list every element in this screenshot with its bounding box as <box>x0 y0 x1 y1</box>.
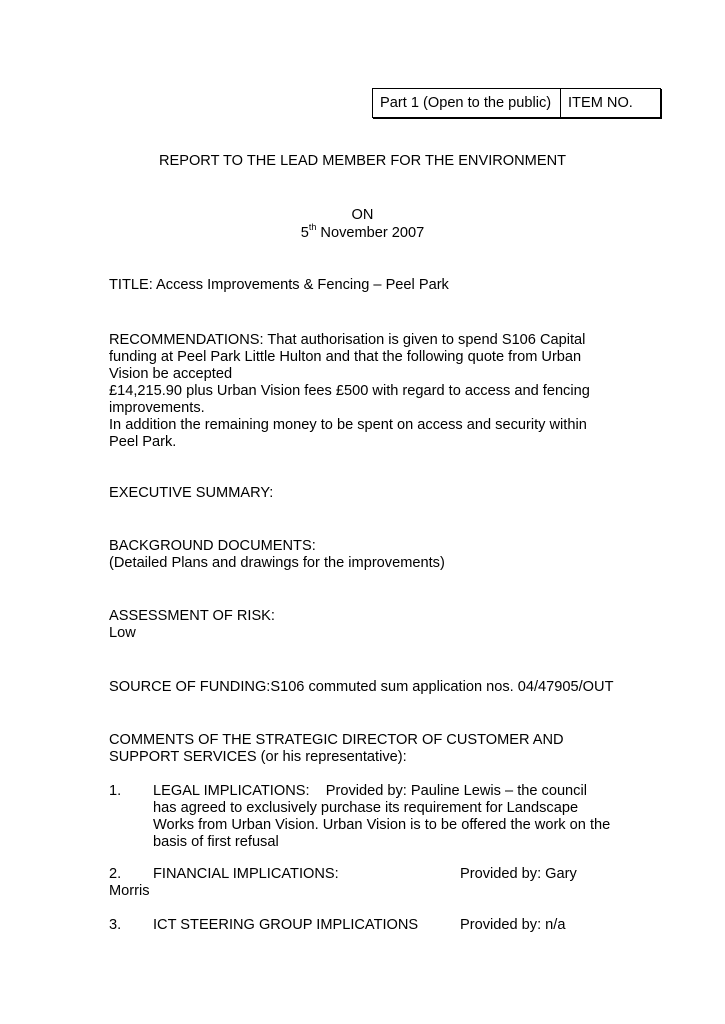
item-line: LEGAL IMPLICATIONS: Provided by: Pauline Lewis – the council <box>153 783 587 799</box>
date-suffix: th <box>308 222 317 233</box>
source-of-funding: SOURCE OF FUNDING:S106 commuted sum application nos. 04/47905/OUT <box>109 679 614 695</box>
on-label: ON <box>351 207 374 223</box>
item-line: has agreed to exclusively purchase its requirement for Landscape <box>153 800 579 816</box>
rec-line: improvements. <box>109 400 205 416</box>
item-number: 2. <box>109 866 122 882</box>
recommendations <box>109 332 629 451</box>
report-to-heading: REPORT TO THE LEAD MEMBER FOR THE ENVIRONMENT <box>158 153 567 169</box>
item-label: FINANCIAL IMPLICATIONS: <box>153 866 339 882</box>
item-number: 1. <box>109 783 122 799</box>
date-day: 5 <box>300 225 309 241</box>
risk-value: Low <box>109 625 136 641</box>
item-provided-by: Provided by: Gary <box>460 866 577 882</box>
date-rest: November 2007 <box>316 225 425 241</box>
rec-line: RECOMMENDATIONS: That authorisation is given to spend S106 Capital <box>109 332 586 348</box>
background-text: (Detailed Plans and drawings for the improvements) <box>109 555 445 571</box>
list-item-financial <box>0 866 725 906</box>
rec-line: In addition the remaining money to be spent on access and security within <box>109 417 587 433</box>
rec-line: funding at Peel Park Little Hulton and that the following quote from Urban <box>109 349 582 365</box>
comments-line: SUPPORT SERVICES (or his representative): <box>109 749 407 765</box>
item-provided-continued: Morris <box>109 883 150 899</box>
item-number: 3. <box>109 917 122 933</box>
item-label: ICT STEERING GROUP IMPLICATIONS <box>153 917 419 933</box>
item-line: Works from Urban Vision. Urban Vision is to be offered the work on the <box>153 817 611 833</box>
item-line: basis of first refusal <box>153 834 279 850</box>
risk-heading: ASSESSMENT OF RISK: <box>109 608 275 624</box>
part-label: Part 1 (Open to the public) <box>373 89 561 117</box>
executive-summary-heading: EXECUTIVE SUMMARY: <box>109 485 274 501</box>
rec-line: Peel Park. <box>109 434 177 450</box>
background-heading: BACKGROUND DOCUMENTS: <box>109 538 316 554</box>
report-date <box>0 222 725 242</box>
risk-assessment <box>109 608 629 642</box>
list-item-ict <box>0 917 725 937</box>
item-text <box>153 783 623 851</box>
rec-line: £14,215.90 plus Urban Vision fees £500 with regard to access and fencing <box>109 383 590 399</box>
item-provided-by: Provided by: n/a <box>460 917 566 933</box>
report-title: TITLE: Access Improvements & Fencing – Peel Park <box>109 277 449 293</box>
comments-heading <box>109 732 629 766</box>
header-box <box>372 88 661 118</box>
background-documents <box>109 538 629 572</box>
rec-line: Vision be accepted <box>109 366 233 382</box>
item-no-label: ITEM NO. <box>568 94 633 111</box>
comments-line: COMMENTS OF THE STRATEGIC DIRECTOR OF CUSTOMER AND <box>109 732 564 748</box>
